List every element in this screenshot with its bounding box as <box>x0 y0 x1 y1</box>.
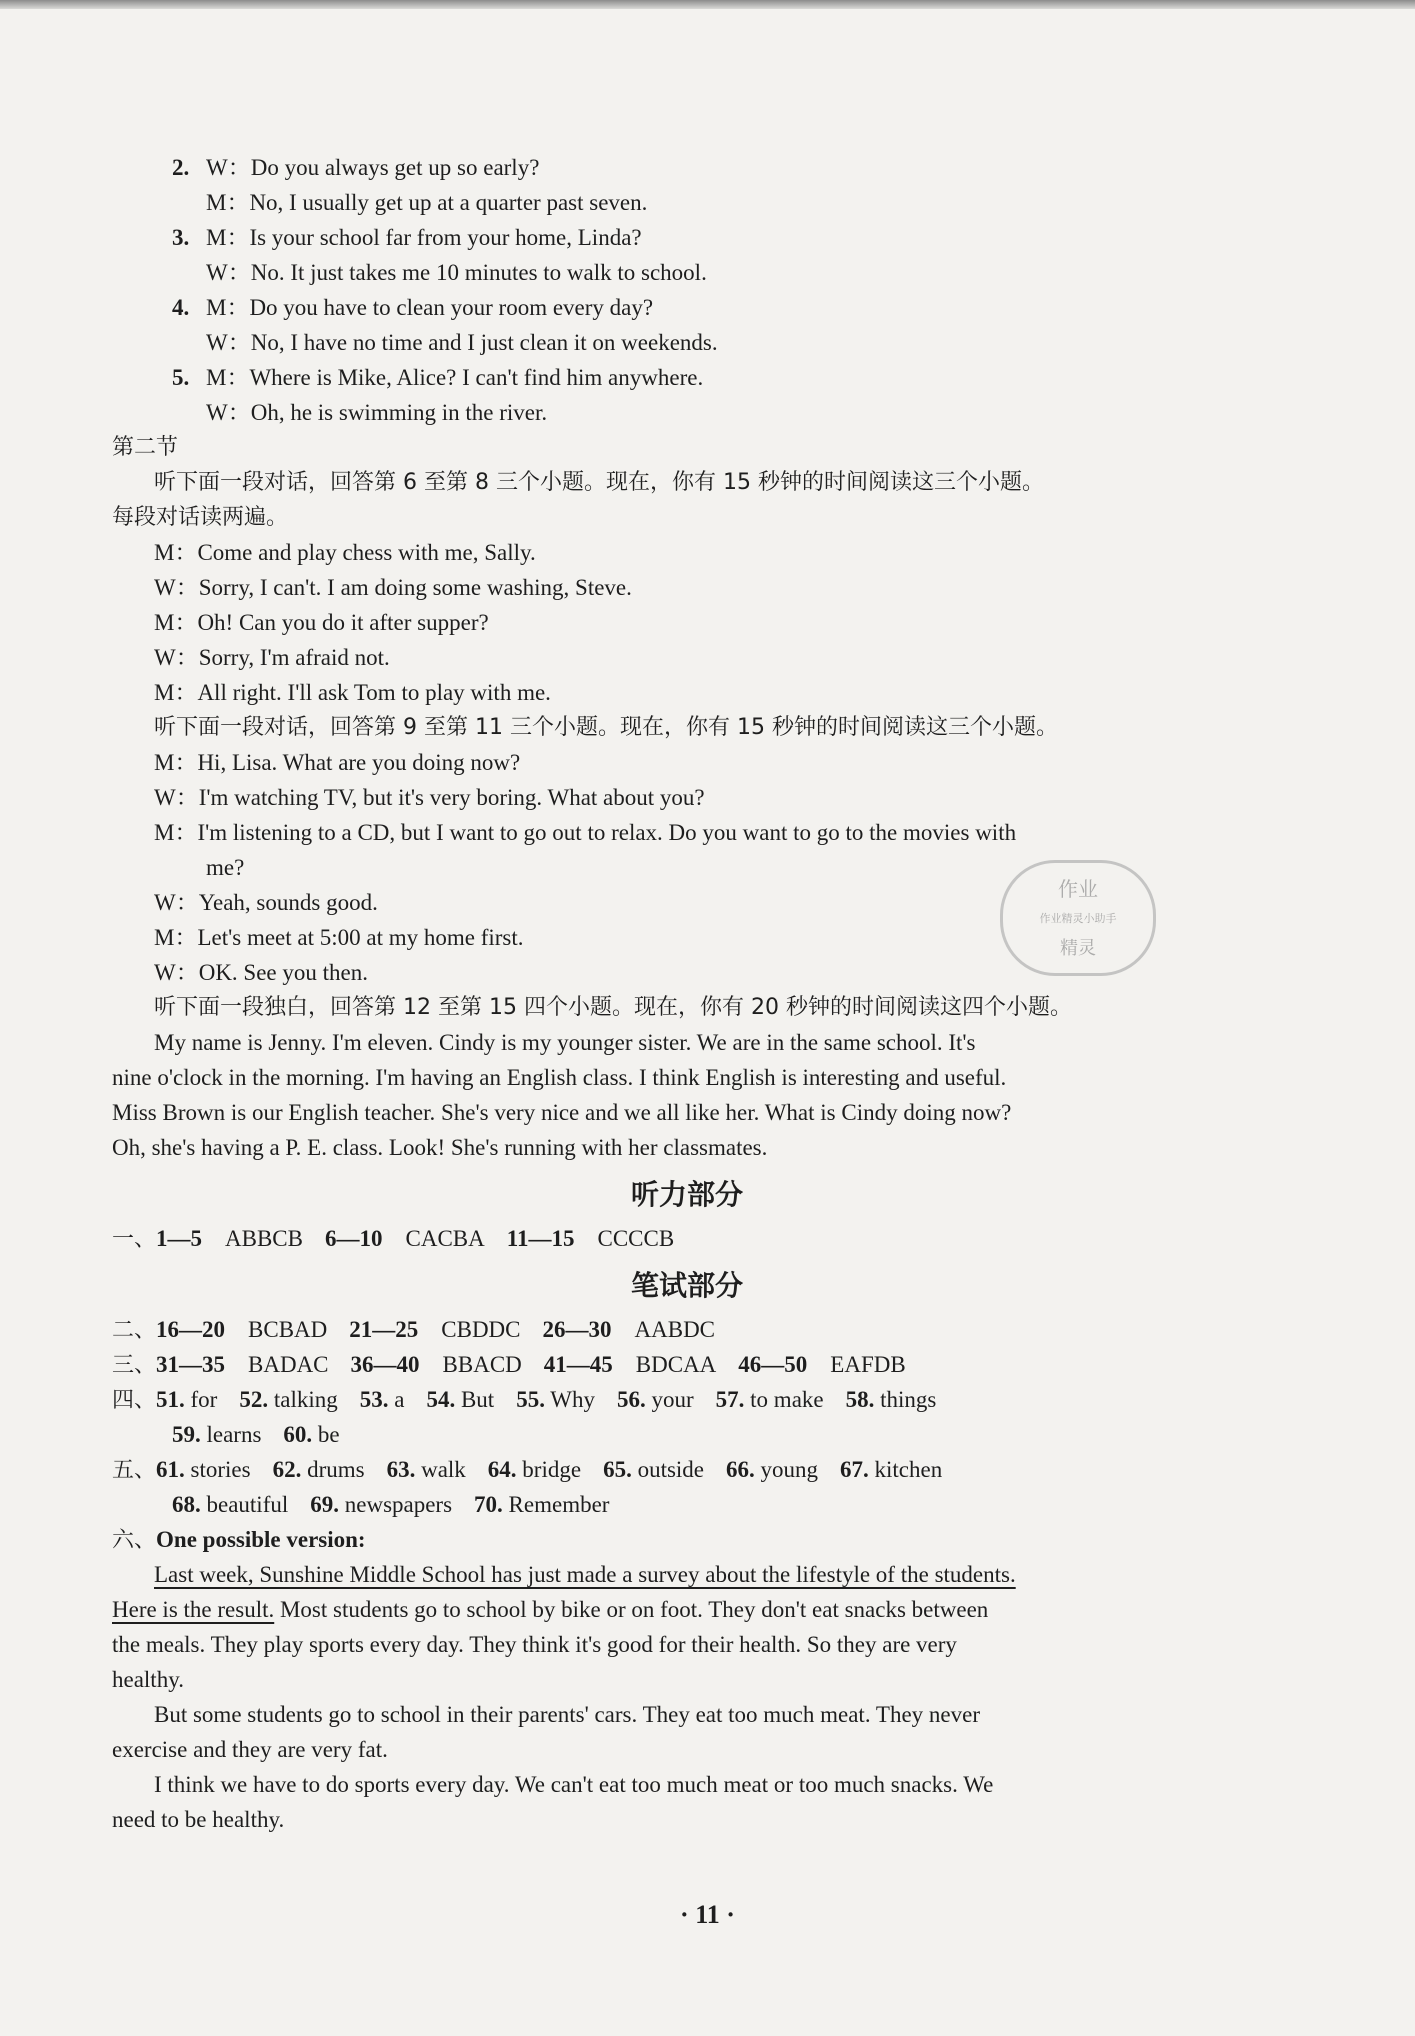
part5-answers <box>112 1452 1262 1487</box>
answer-range: 31—35 <box>156 1352 226 1377</box>
answer-item <box>310 1487 452 1522</box>
monologue-line: Oh, she's having a P. E. class. Look! She's running with her classmates. <box>112 1135 768 1160</box>
answer-range: 6—10 <box>325 1226 383 1251</box>
answer-group <box>325 1221 485 1256</box>
answer-item <box>716 1382 824 1417</box>
answer-item <box>474 1487 609 1522</box>
answer-value: CCCCB <box>597 1226 675 1251</box>
stamp-top: 作业 <box>1058 877 1098 901</box>
part6-prefix: 六、 <box>112 1528 157 1553</box>
answer-item <box>387 1452 466 1487</box>
monologue-line: nine o'clock in the morning. I'm having an English class. I think English is interesting and useful. <box>112 1065 1007 1090</box>
part2-answers <box>112 1312 1262 1347</box>
part6-header <box>112 1522 1262 1557</box>
listening-heading: 听力部分 <box>630 1178 743 1211</box>
item-word: stories <box>190 1457 251 1482</box>
item-number: 62. <box>272 1457 302 1482</box>
item-number: 70. <box>474 1492 503 1517</box>
dialogue-text: W：Do you always get up so early? <box>206 155 540 180</box>
monologue <box>112 1025 1262 1165</box>
dialogue-line: M：All right. I'll ask Tom to play with me. <box>154 680 551 705</box>
answer-item <box>846 1382 937 1417</box>
dialogue-line: W：Yeah, sounds good. <box>154 890 378 915</box>
item-word: for <box>190 1387 218 1412</box>
item-word: drums <box>307 1457 365 1482</box>
answer-value: EAFDB <box>830 1352 906 1377</box>
item-word: young <box>760 1457 819 1482</box>
dialogue-line <box>112 360 1262 395</box>
item-word: a <box>394 1387 405 1412</box>
item-word: Why <box>550 1387 595 1412</box>
item-word: outside <box>637 1457 705 1482</box>
answer-value: CBDDC <box>441 1317 521 1342</box>
dialogue-list-1 <box>112 150 1262 430</box>
answer-group <box>738 1347 905 1382</box>
answer-value: BCBAD <box>248 1317 328 1342</box>
dialogue-line: W：I'm watching TV, but it's very boring. What about you? <box>154 785 705 810</box>
intro-2: 听下面一段对话，回答第 9 至第 11 三个小题。现在，你有 15 秒钟的时间阅读这三个小题。 <box>154 715 1058 740</box>
writing-heading: 笔试部分 <box>630 1269 743 1302</box>
dialogue-line: W：Sorry, I'm afraid not. <box>154 645 390 670</box>
answer-range: 11—15 <box>506 1226 575 1251</box>
item-number: 52. <box>239 1387 269 1412</box>
answer-value: BDCAA <box>635 1352 717 1377</box>
answer-group <box>351 1347 522 1382</box>
answer-group <box>156 1312 327 1347</box>
item-number: 53. <box>359 1387 389 1412</box>
answer-item <box>156 1382 217 1417</box>
essay-line: exercise and they are very fat. <box>112 1737 388 1762</box>
dialogue-text: M：Is your school far from your home, Linda? <box>206 225 642 250</box>
answer-value: BBACD <box>442 1352 522 1377</box>
item-number: 54. <box>426 1387 456 1412</box>
answer-item <box>426 1382 494 1417</box>
essay-line: But some students go to school in their parents' cars. They eat too much meat. They never <box>154 1702 980 1727</box>
question-number: 3. <box>172 225 190 250</box>
dialogue-text: M：Where is Mike, Alice? I can't find him anywhere. <box>206 365 704 390</box>
part6-label: One possible version: <box>156 1527 366 1552</box>
item-number: 67. <box>840 1457 869 1482</box>
answer-item <box>156 1452 251 1487</box>
section-prefix: 一、 <box>112 1227 157 1252</box>
section-prefix: 三、 <box>112 1353 157 1378</box>
item-number: 65. <box>603 1457 632 1482</box>
item-word: be <box>317 1422 340 1447</box>
answer-item <box>283 1417 339 1452</box>
item-word: Remember <box>508 1492 610 1517</box>
item-word: your <box>651 1387 694 1412</box>
essay-line: healthy. <box>112 1667 184 1692</box>
answer-group <box>544 1347 717 1382</box>
answer-group <box>349 1312 520 1347</box>
essay-line: I think we have to do sports every day. We can't eat too much meat or too much snacks. We <box>154 1772 994 1797</box>
answer-range: 36—40 <box>350 1352 420 1377</box>
answer-item <box>617 1382 694 1417</box>
answer-item <box>726 1452 818 1487</box>
essay-line: need to be healthy. <box>112 1807 285 1832</box>
dialogue-text: M：Do you have to clean your room every day? <box>206 295 654 320</box>
dialogue-line <box>112 220 1262 255</box>
question-number: 2. <box>172 155 190 180</box>
item-word: things <box>880 1387 937 1412</box>
item-word: newspapers <box>344 1492 453 1517</box>
dialogue-line: M：Hi, Lisa. What are you doing now? <box>154 750 521 775</box>
answer-item <box>488 1452 581 1487</box>
item-number: 63. <box>386 1457 416 1482</box>
item-word: But <box>460 1387 495 1412</box>
dialogue-line <box>112 150 1262 185</box>
item-word: kitchen <box>874 1457 943 1482</box>
answer-item <box>840 1452 942 1487</box>
dialogue-line: M：No, I usually get up at a quarter past seven. <box>206 190 648 215</box>
dialogue-line: W：No, I have no time and I just clean it on weekends. <box>206 330 718 355</box>
answer-range: 26—30 <box>542 1317 612 1342</box>
intro-3: 听下面一段独白，回答第 12 至第 15 四个小题。现在，你有 20 秒钟的时间阅读这四个小题。 <box>154 995 1072 1020</box>
item-number: 56. <box>617 1387 646 1412</box>
item-number: 60. <box>283 1422 313 1447</box>
dialogue-line: W：Sorry, I can't. I am doing some washing, Steve. <box>154 575 632 600</box>
section-prefix: 四、 <box>112 1388 157 1413</box>
answer-item <box>239 1382 337 1417</box>
item-word: to make <box>750 1387 824 1412</box>
item-number: 61. <box>156 1457 185 1482</box>
watermark-stamp <box>1000 860 1156 976</box>
answer-range: 21—25 <box>349 1317 419 1342</box>
answer-range: 16—20 <box>156 1317 226 1342</box>
top-edge <box>0 0 1415 9</box>
dialogue-line: M：I'm listening to a CD, but I want to go out to relax. Do you want to go to the movies with <box>154 820 1017 845</box>
part3-answers <box>112 1347 1262 1382</box>
section2-intro-cont: 每段对话读两遍。 <box>112 505 289 530</box>
essay-line <box>112 1592 1262 1627</box>
part4-answers-cont <box>112 1417 1262 1452</box>
dialogue-line <box>112 290 1262 325</box>
answer-group <box>507 1221 674 1256</box>
question-number: 4. <box>172 295 190 320</box>
answer-item <box>360 1382 405 1417</box>
monologue-line: My name is Jenny. I'm eleven. Cindy is my younger sister. We are in the same school. It's <box>154 1030 976 1055</box>
section2-title: 第二节 <box>112 435 179 460</box>
answer-item <box>172 1417 261 1452</box>
question-number: 5. <box>172 365 190 390</box>
answer-group <box>156 1221 303 1256</box>
answer-item <box>516 1382 595 1417</box>
answer-value: CACBA <box>405 1226 485 1251</box>
item-number: 59. <box>172 1422 201 1447</box>
essay-text: Most students go to school by bike or on foot. They don't eat snacks between <box>274 1597 989 1622</box>
answer-value: ABBCB <box>225 1226 303 1251</box>
document-page <box>112 150 1262 1837</box>
item-number: 51. <box>156 1387 185 1412</box>
answer-range: 41—45 <box>543 1352 613 1377</box>
item-word: walk <box>421 1457 466 1482</box>
item-number: 57. <box>715 1387 745 1412</box>
stamp-middle: 作业精灵小助手 <box>1039 912 1117 925</box>
conversation-1 <box>112 535 1262 710</box>
section-prefix: 二、 <box>112 1318 157 1343</box>
conversation-2-wrap: me? <box>206 855 245 880</box>
section2-intro: 听下面一段对话，回答第 6 至第 8 三个小题。现在，你有 15 秒钟的时间阅读这三个小题。 <box>154 470 1044 495</box>
listening-answers <box>112 1221 1262 1256</box>
answer-item <box>273 1452 365 1487</box>
answer-item <box>172 1487 288 1522</box>
item-word: talking <box>273 1387 338 1412</box>
part5-answers-cont <box>112 1487 1262 1522</box>
answer-item <box>603 1452 704 1487</box>
answer-group <box>156 1347 329 1382</box>
dialogue-line: W：OK. See you then. <box>154 960 368 985</box>
monologue-line: Miss Brown is our English teacher. She's very nice and we all like her. What is Cindy doing now? <box>112 1100 1012 1125</box>
answer-range: 1—5 <box>156 1226 203 1251</box>
dialogue-line: W：Oh, he is swimming in the river. <box>206 400 548 425</box>
answer-value: BADAC <box>248 1352 329 1377</box>
item-number: 68. <box>172 1492 201 1517</box>
dialogue-line: M：Let's meet at 5:00 at my home first. <box>154 925 524 950</box>
stamp-bottom: 精灵 <box>1060 938 1096 959</box>
item-word: beautiful <box>206 1492 289 1517</box>
essay-underlined: Here is the result. <box>112 1597 275 1622</box>
conversation-2a <box>112 745 1262 850</box>
answer-value: AABDC <box>634 1317 716 1342</box>
item-number: 69. <box>310 1492 339 1517</box>
dialogue-line: M：Oh! Can you do it after supper? <box>154 610 489 635</box>
item-word: bridge <box>522 1457 582 1482</box>
item-word: learns <box>206 1422 262 1447</box>
essay-line: Last week, Sunshine Middle School has just made a survey about the lifestyle of the students. <box>154 1562 1016 1587</box>
item-number: 58. <box>845 1387 875 1412</box>
answer-group <box>543 1312 716 1347</box>
page-number: · 11 · <box>680 1900 735 1929</box>
dialogue-line: M：Come and play chess with me, Sally. <box>154 540 536 565</box>
item-number: 64. <box>487 1457 517 1482</box>
dialogue-line: W：No. It just takes me 10 minutes to walk to school. <box>206 260 707 285</box>
essay-line: the meals. They play sports every day. They think it's good for their health. So they are very <box>112 1632 957 1657</box>
part4-answers <box>112 1382 1262 1417</box>
item-number: 66. <box>726 1457 755 1482</box>
item-number: 55. <box>516 1387 545 1412</box>
section-prefix: 五、 <box>112 1458 157 1483</box>
answer-range: 46—50 <box>738 1352 808 1377</box>
